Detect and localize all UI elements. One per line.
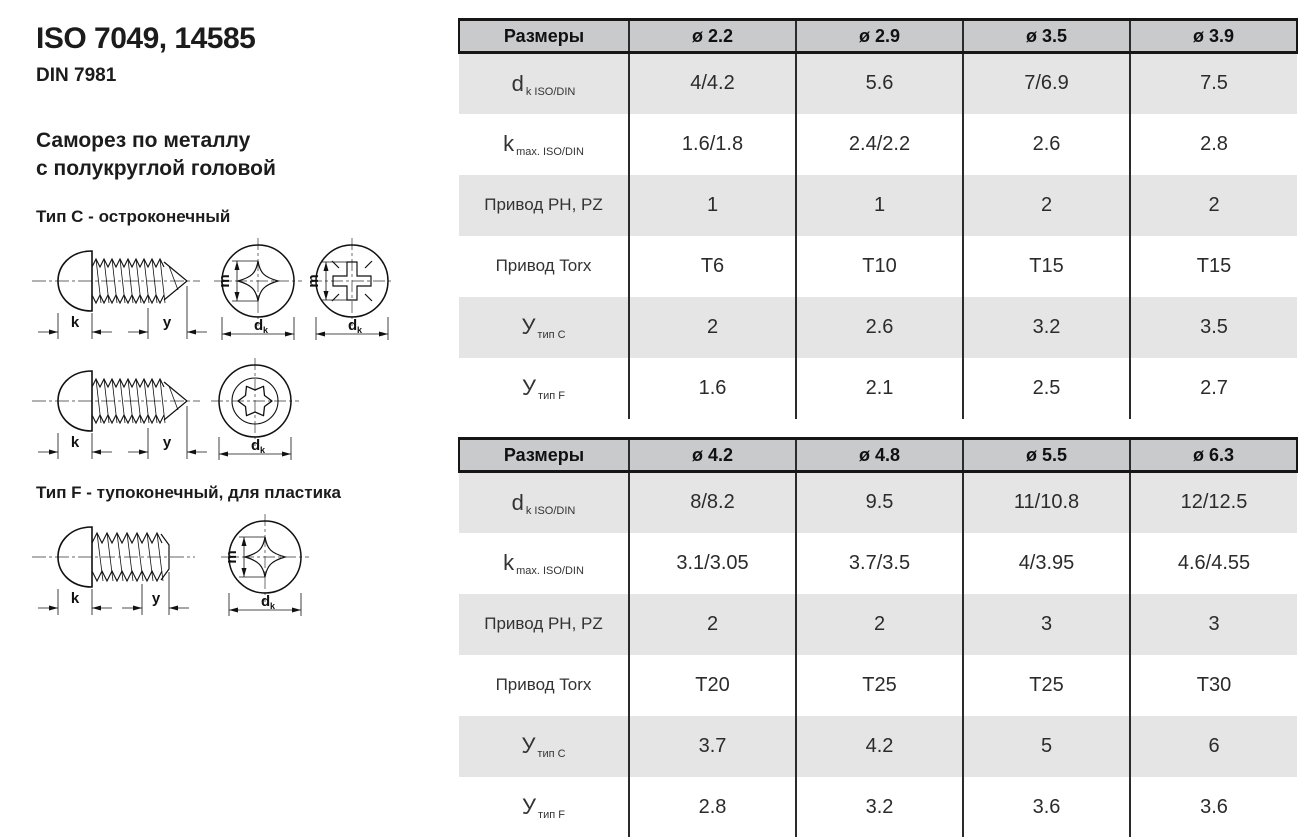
dim-label-dk: d xyxy=(261,593,271,610)
table-header-row xyxy=(459,439,1297,472)
value-cell: T6 xyxy=(629,236,796,297)
row-label-main: Привод Torx xyxy=(495,256,592,275)
header-cell-sizes: Размеры xyxy=(459,439,629,472)
value-cell: 6 xyxy=(1130,716,1297,777)
dim-label-k: k xyxy=(70,314,80,331)
dim-label-y: y xyxy=(151,590,161,607)
product-name-line2: с полукруглой головой xyxy=(36,157,276,181)
row-label xyxy=(459,114,629,175)
value-cell: 2.8 xyxy=(1130,114,1297,175)
value-cell: 1 xyxy=(796,175,963,236)
value-cell: 2.8 xyxy=(629,777,796,837)
value-cell: 3.7 xyxy=(629,716,796,777)
value-cell: 4/3.95 xyxy=(963,533,1130,594)
left-column xyxy=(36,22,446,184)
page-title: ISO 7049, 14585 xyxy=(36,22,256,55)
dim-label-dk: d xyxy=(254,317,264,334)
value-cell: 7.5 xyxy=(1130,53,1297,114)
table-row xyxy=(459,114,1297,175)
row-label xyxy=(459,236,629,297)
row-label-subscript: k ISO/DIN xyxy=(525,85,576,98)
value-cell: 2.6 xyxy=(963,114,1130,175)
value-cell: 2.1 xyxy=(796,358,963,419)
row-label-subscript: тип C xyxy=(537,329,566,341)
row-label xyxy=(459,716,629,777)
header-cell-diameter: ø 2.9 xyxy=(796,20,963,53)
dim-label-dk: d xyxy=(251,437,261,454)
table-row xyxy=(459,297,1297,358)
dim-label-dk2: d xyxy=(348,317,358,334)
value-cell: 3.6 xyxy=(1130,777,1297,837)
value-cell: 2 xyxy=(1130,175,1297,236)
dim-label-k: k xyxy=(70,590,80,607)
row-label xyxy=(459,358,629,419)
dimensions-table-small xyxy=(458,18,1298,419)
row-label xyxy=(459,472,629,533)
value-cell: 3.7/3.5 xyxy=(796,533,963,594)
value-cell: 2 xyxy=(629,297,796,358)
value-cell: 1.6/1.8 xyxy=(629,114,796,175)
table-row xyxy=(459,655,1297,716)
row-label xyxy=(459,655,629,716)
product-name xyxy=(36,127,446,184)
row-label-main: Привод Torx xyxy=(495,675,592,694)
row-label-main: Привод PH, PZ xyxy=(484,195,603,214)
row-label xyxy=(459,297,629,358)
value-cell: 2 xyxy=(963,175,1130,236)
table-row xyxy=(459,533,1297,594)
row-label-subscript: k ISO/DIN xyxy=(525,504,576,517)
header-cell-diameter: ø 4.2 xyxy=(629,439,796,472)
row-label xyxy=(459,175,629,236)
value-cell: 4/4.2 xyxy=(629,53,796,114)
value-cell: 5.6 xyxy=(796,53,963,114)
row-label-main: d xyxy=(511,70,524,96)
value-cell: 1.6 xyxy=(629,358,796,419)
table-row xyxy=(459,777,1297,837)
value-cell: 2.7 xyxy=(1130,358,1297,419)
din-standard: DIN 7981 xyxy=(36,65,117,86)
value-cell: 2 xyxy=(629,594,796,655)
header-cell-diameter: ø 4.8 xyxy=(796,439,963,472)
header-cell-diameter: ø 6.3 xyxy=(1130,439,1297,472)
header-cell-diameter: ø 3.5 xyxy=(963,20,1130,53)
value-cell: 2 xyxy=(796,594,963,655)
row-label-subscript: max. ISO/DIN xyxy=(516,565,584,577)
dim-label-y: y xyxy=(162,314,172,331)
dim-label-dk-sub: k xyxy=(263,325,269,335)
row-label xyxy=(459,53,629,114)
table-header-row xyxy=(459,20,1297,53)
row-label-subscript: тип C xyxy=(537,748,566,760)
type-f-label: Тип F - тупоконечный, для пластика xyxy=(36,483,341,502)
value-cell: 7/6.9 xyxy=(963,53,1130,114)
value-cell: T10 xyxy=(796,236,963,297)
value-cell: 2.6 xyxy=(796,297,963,358)
value-cell: 12/12.5 xyxy=(1130,472,1297,533)
row-label-main: k xyxy=(503,131,515,156)
row-label-main: У xyxy=(521,314,536,339)
screw-side-view-pointed xyxy=(58,371,187,431)
value-cell: 3 xyxy=(963,594,1130,655)
value-cell: 5 xyxy=(963,716,1130,777)
row-label-subscript: тип F xyxy=(538,809,565,821)
drawing-type-c-ph-pz xyxy=(30,236,405,348)
table-row xyxy=(459,472,1297,533)
table-row xyxy=(459,358,1297,419)
table-row xyxy=(459,236,1297,297)
value-cell: 3.5 xyxy=(1130,297,1297,358)
row-label-subscript: тип F xyxy=(538,390,565,402)
header-cell-sizes: Размеры xyxy=(459,20,629,53)
value-cell: 1 xyxy=(629,175,796,236)
dim-label-m2: m xyxy=(305,274,322,288)
header-cell-diameter: ø 5.5 xyxy=(963,439,1130,472)
dimensions-table-large xyxy=(458,437,1298,837)
drawing-type-c-torx xyxy=(30,356,320,464)
value-cell: 3.1/3.05 xyxy=(629,533,796,594)
value-cell: T25 xyxy=(796,655,963,716)
row-label xyxy=(459,533,629,594)
drawing-type-f-ph xyxy=(30,512,320,624)
value-cell: T15 xyxy=(963,236,1130,297)
type-c-label: Тип C - остроконечный xyxy=(36,207,231,226)
row-label-main: У xyxy=(522,375,537,400)
dim-label-m: m xyxy=(216,274,233,288)
value-cell: 3.2 xyxy=(963,297,1130,358)
value-cell: T25 xyxy=(963,655,1130,716)
value-cell: 2.4/2.2 xyxy=(796,114,963,175)
row-label-main: d xyxy=(511,489,524,515)
table-row xyxy=(459,594,1297,655)
row-label-main: У xyxy=(522,794,537,819)
value-cell: 9.5 xyxy=(796,472,963,533)
value-cell: 4.2 xyxy=(796,716,963,777)
dimension-lines xyxy=(38,286,207,339)
dim-label-dk-sub: k xyxy=(260,445,266,455)
dim-label-dk2-sub: k xyxy=(357,325,363,335)
dimension-lines xyxy=(38,406,207,459)
value-cell: 2.5 xyxy=(963,358,1130,419)
dim-label-k: k xyxy=(70,434,80,451)
table-row xyxy=(459,175,1297,236)
row-label-main: Привод PH, PZ xyxy=(484,614,603,633)
header-cell-diameter: ø 3.9 xyxy=(1130,20,1297,53)
screw-side-view-pointed xyxy=(58,251,187,311)
product-name-line1: Саморез по металлу xyxy=(36,129,251,152)
dimension-lines xyxy=(38,572,189,615)
dim-label-y: y xyxy=(162,434,172,451)
row-label-main: k xyxy=(503,550,515,575)
table-row xyxy=(459,53,1297,114)
value-cell: 3.2 xyxy=(796,777,963,837)
value-cell: 3 xyxy=(1130,594,1297,655)
value-cell: 11/10.8 xyxy=(963,472,1130,533)
row-label-subscript: max. ISO/DIN xyxy=(516,146,584,158)
dim-label-m: m xyxy=(223,550,240,564)
value-cell: 4.6/4.55 xyxy=(1130,533,1297,594)
value-cell: T15 xyxy=(1130,236,1297,297)
table-row xyxy=(459,716,1297,777)
header-cell-diameter: ø 2.2 xyxy=(629,20,796,53)
value-cell: 3.6 xyxy=(963,777,1130,837)
row-label xyxy=(459,594,629,655)
value-cell: T30 xyxy=(1130,655,1297,716)
dim-label-dk-sub: k xyxy=(270,601,276,611)
value-cell: T20 xyxy=(629,655,796,716)
row-label-main: У xyxy=(521,733,536,758)
row-label xyxy=(459,777,629,837)
value-cell: 8/8.2 xyxy=(629,472,796,533)
